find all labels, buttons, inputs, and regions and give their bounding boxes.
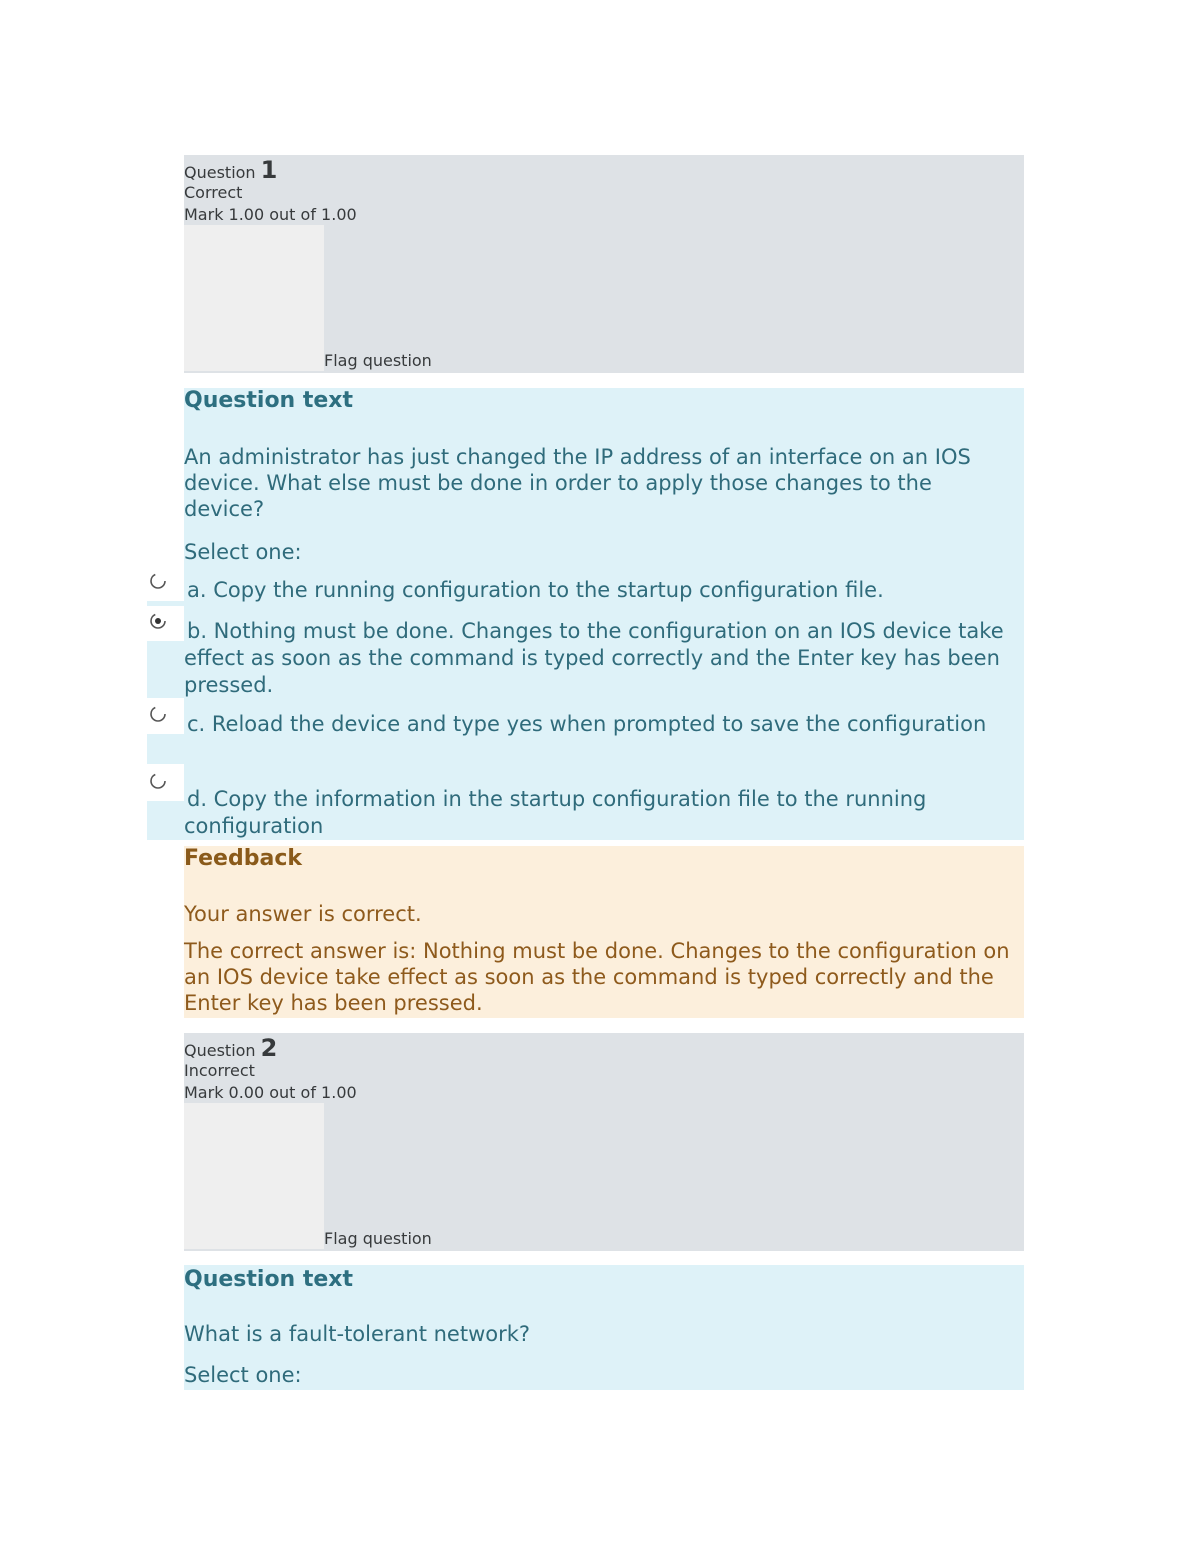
question-text-heading: Question text (184, 388, 354, 413)
radio-unchecked-icon[interactable] (149, 572, 167, 590)
question-2-info (184, 1033, 1024, 1251)
answer-option-c[interactable]: c. Reload the device and type yes when prompted to save the configuration (187, 712, 987, 736)
radio-checked-icon[interactable] (149, 612, 167, 630)
question-text-heading: Question text (184, 1267, 354, 1292)
radio-unchecked-icon[interactable] (149, 705, 167, 723)
question-2-formulation (184, 1265, 1024, 1390)
flag-icon[interactable] (184, 225, 324, 371)
answer-option-a[interactable]: a. Copy the running configuration to the startup configuration file. (187, 578, 884, 602)
question-state: Incorrect (184, 1061, 255, 1080)
feedback-correct-answer: The correct answer is: Nothing must be done. Changes to the configuration on an IOS device take effect as soon as the command is typed correctly and the Enter key has been pressed. (184, 939, 1010, 1015)
question-number-value: 2 (260, 1034, 278, 1062)
feedback-result: Your answer is correct. (184, 902, 422, 926)
question-grade: Mark 0.00 out of 1.00 (184, 1083, 357, 1102)
question-1-formulation (184, 388, 1024, 568)
question-grade: Mark 1.00 out of 1.00 (184, 205, 357, 224)
feedback-heading: Feedback (184, 846, 302, 871)
flag-question-link[interactable]: Flag question (324, 1229, 432, 1248)
question-1-info (184, 155, 1024, 373)
flag-icon[interactable] (184, 1103, 324, 1249)
question-number-value: 1 (260, 156, 278, 184)
question-number (184, 157, 277, 186)
question-number (184, 1035, 277, 1064)
flag-question-link[interactable]: Flag question (324, 351, 432, 370)
question-label: Question (184, 163, 256, 182)
question-text: What is a fault-tolerant network? (184, 1322, 531, 1346)
answer-option-b[interactable]: b. Nothing must be done. Changes to the configuration on an IOS device take effect as soon as the command is typed correctly and the Enter key has been pressed. (184, 619, 1004, 697)
question-label: Question (184, 1041, 256, 1060)
question-state: Correct (184, 183, 243, 202)
select-one-prompt: Select one: (184, 1363, 302, 1387)
select-one-prompt: Select one: (184, 540, 302, 564)
radio-unchecked-icon[interactable] (149, 772, 167, 790)
answer-option-d[interactable]: d. Copy the information in the startup configuration file to the running configuration (184, 787, 927, 838)
feedback-panel (184, 846, 1024, 1018)
question-text: An administrator has just changed the IP address of an interface on an IOS device. What else must be done in order to apply those changes to the device? (184, 445, 971, 521)
